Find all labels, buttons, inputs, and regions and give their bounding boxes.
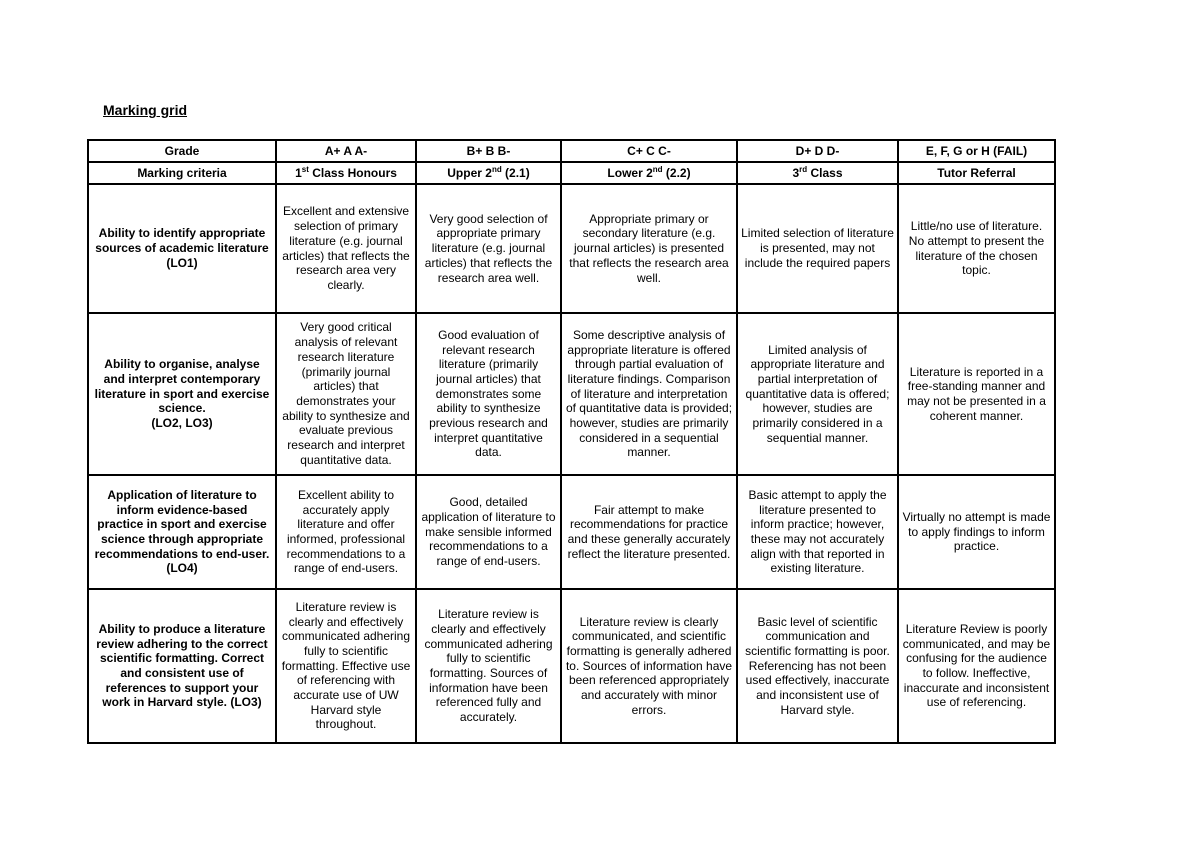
criterion-row: [88, 475, 1055, 589]
criterion-row: [88, 313, 1055, 475]
criterion-cell: Ability to produce a literature review adhering to the correct scientific formatting. Correct and consistent use of references to support your work in Harvard style. (LO3): [88, 589, 276, 743]
grade-header-cell: D+ D D-: [737, 140, 898, 162]
class-header-cell: Tutor Referral: [898, 162, 1055, 184]
class-header-cell: Lower 2nd (2.2): [561, 162, 737, 184]
descriptor-cell: Limited selection of literature is presented, may not include the required papers: [737, 184, 898, 313]
descriptor-cell: Excellent ability to accurately apply literature and offer informed, professional recommendations to a range of end-users.: [276, 475, 416, 589]
descriptor-cell: Virtually no attempt is made to apply findings to inform practice.: [898, 475, 1055, 589]
page-title: Marking grid: [103, 102, 188, 118]
criterion-outcomes: (LO2, LO3): [151, 416, 213, 431]
descriptor-cell: Literature review is clearly and effectively communicated adhering fully to scientific formatting. Sources of information have been referenced fully and accurately.: [416, 589, 561, 743]
criterion-row: [88, 589, 1055, 743]
descriptor-cell: Basic attempt to apply the literature presented to inform practice; however, these may not accurately align with that reported in existing literature.: [737, 475, 898, 589]
grade-label: Grade: [88, 140, 276, 162]
criterion-cell: Application of literature to inform evidence-based practice in sport and exercise science through appropriate recommendations to end-user. (LO4): [88, 475, 276, 589]
descriptor-cell: Literature is reported in a free-standing manner and may not be presented in a coherent manner.: [898, 313, 1055, 475]
descriptor-cell: Literature review is clearly and effectively communicated adhering fully to scientific formatting. Effective use of referencing with accurate use of UW Harvard style throughout.: [276, 589, 416, 743]
criterion-row: [88, 184, 1055, 313]
descriptor-cell: Some descriptive analysis of appropriate literature is offered through partial evaluation of literature findings. Comparison of literature and interpretation of quantitative data is provided; however, studies are primarily considered in a sequential manner.: [561, 313, 737, 475]
grade-header-cell: A+ A A-: [276, 140, 416, 162]
descriptor-cell: Little/no use of literature. No attempt to present the literature of the chosen topic.: [898, 184, 1055, 313]
class-header-row: [88, 162, 1055, 184]
descriptor-cell: Basic level of scientific communication and scientific formatting is poor. Referencing has not been used effectively, inaccurate and inconsistent use of Harvard style.: [737, 589, 898, 743]
descriptor-cell: Appropriate primary or secondary literature (e.g. journal articles) is presented that reflects the research area well.: [561, 184, 737, 313]
class-header-cell: Upper 2nd (2.1): [416, 162, 561, 184]
grade-header-cell: B+ B B-: [416, 140, 561, 162]
class-header-cell: 3rd Class: [737, 162, 898, 184]
descriptor-cell: Literature review is clearly communicated, and scientific formatting is generally adhered to. Sources of information have been referenced appropriately and accurately with minor errors.: [561, 589, 737, 743]
grade-header-row: [88, 140, 1055, 162]
descriptor-cell: Good, detailed application of literature to make sensible informed recommendations to a range of end-users.: [416, 475, 561, 589]
marking-criteria-label: Marking criteria: [88, 162, 276, 184]
criterion-cell: Ability to identify appropriate sources of academic literature (LO1): [88, 184, 276, 313]
marking-grid-table: [87, 139, 1056, 744]
grade-header-cell: C+ C C-: [561, 140, 737, 162]
criterion-text: Ability to organise, analyse and interpret contemporary literature in sport and exercise science.: [94, 357, 270, 416]
descriptor-cell: Very good critical analysis of relevant research literature (primarily journal articles) that demonstrates your ability to synthesize and evaluate previous research and interpret quantitative data.: [276, 313, 416, 475]
descriptor-cell: Limited analysis of appropriate literature and partial interpretation of quantitative data is offered; however, studies are primarily considered in a sequential manner.: [737, 313, 898, 475]
class-header-cell: 1st Class Honours: [276, 162, 416, 184]
descriptor-cell: Excellent and extensive selection of primary literature (e.g. journal articles) that reflects the research area very clearly.: [276, 184, 416, 313]
grade-header-cell: E, F, G or H (FAIL): [898, 140, 1055, 162]
descriptor-cell: Very good selection of appropriate primary literature (e.g. journal articles) that reflects the research area well.: [416, 184, 561, 313]
descriptor-cell: Good evaluation of relevant research literature (primarily journal articles) that demonstrates some ability to synthesize previous research and interpret quantitative data.: [416, 313, 561, 475]
criterion-cell: [88, 313, 276, 475]
descriptor-cell: Literature Review is poorly communicated, and may be confusing for the audience to follow. Ineffective, inaccurate and inconsistent use of referencing.: [898, 589, 1055, 743]
descriptor-cell: Fair attempt to make recommendations for practice and these generally accurately reflect the literature presented.: [561, 475, 737, 589]
